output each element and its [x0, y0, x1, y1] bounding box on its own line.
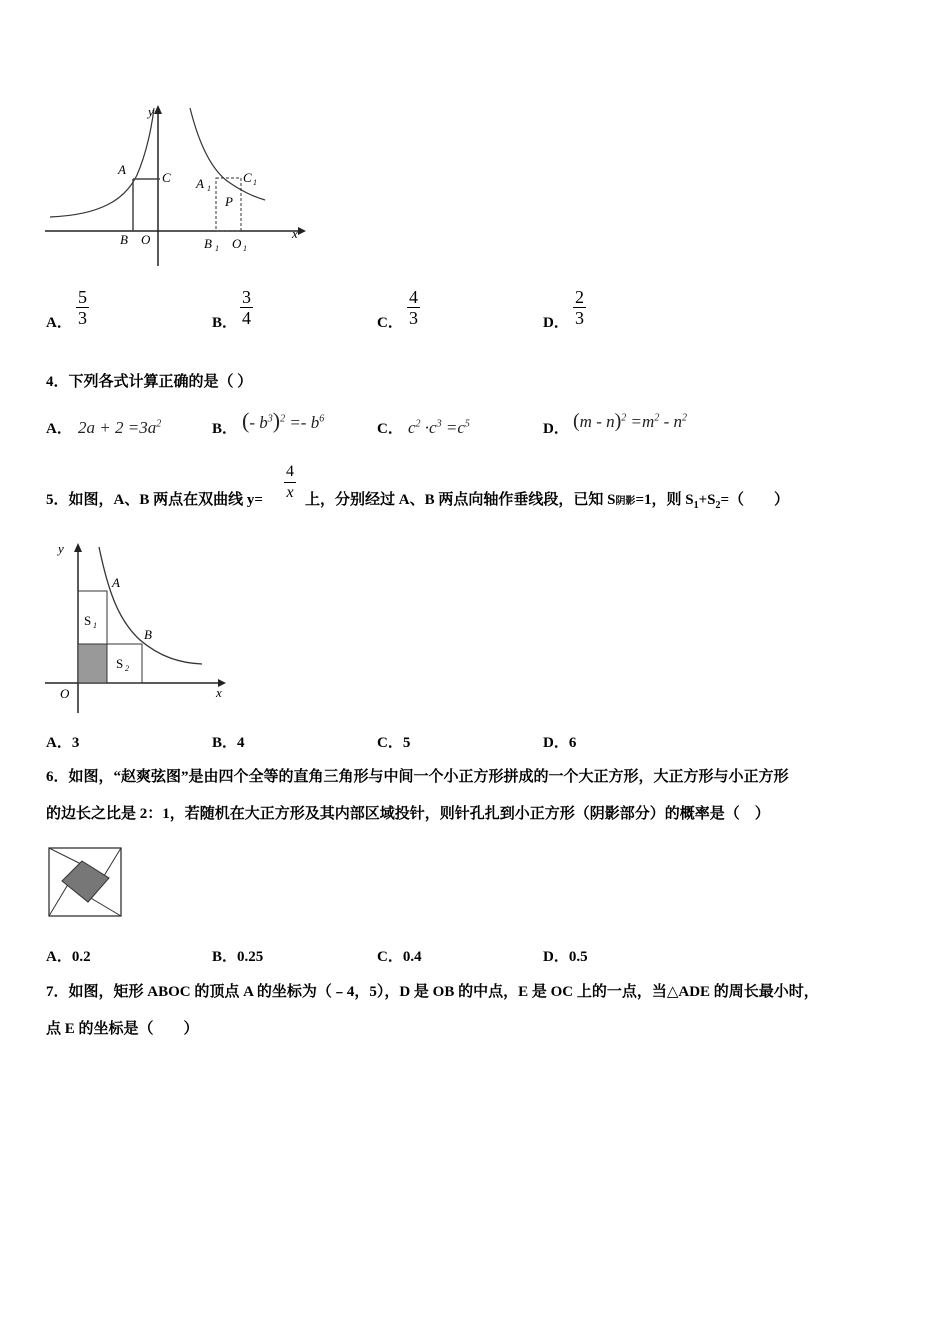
q5-label-y: y: [58, 541, 64, 556]
q3-label-O1-sub: 1: [243, 244, 247, 253]
q5-option-a: A．3: [46, 735, 80, 751]
q7-stem-line2: 点 E 的坐标是（ ）: [46, 1021, 199, 1037]
q6-stem-line2: 的边长之比是 2：1，若随机在大正方形及其内部区域投针，则针孔扎到小正方形（阴影部分）的概率是（ ）: [46, 806, 770, 822]
q3-label-A1-sub: 1: [207, 184, 211, 193]
q4-option-c-letter: C．: [377, 421, 403, 437]
q3-option-a-frac: $\frac{5}{3}$: [78, 287, 87, 328]
q3-label-B: B: [120, 232, 128, 247]
q3-option-d-letter: D．: [543, 315, 569, 331]
q3-label-x: x: [292, 226, 298, 241]
q4-option-c-expr: $c^2 \cdot c^3 =c^5$: [408, 418, 470, 437]
q3-label-O: O: [141, 232, 151, 247]
q3-label-C: C: [162, 170, 171, 185]
q4-option-a-letter: A．: [46, 421, 72, 437]
q5-stem-line: 上，分别经过 A、B 两点向轴作垂线段，已知 S阴影=1，则 $S_1+S_2=$（ ）: [305, 492, 790, 511]
q7-stem-line1: 7．如图，矩形 ABOC 的顶点 A 的坐标为（﹣4，5），D 是 OB 的中点，E 是 OC 上的一点，当△ADE 的周长最小时，: [46, 984, 819, 1000]
q6-option-c: C．0.4: [377, 949, 422, 965]
q3-option-c-frac: $\frac{4}{3}$: [409, 287, 418, 328]
q5-label-S1-sub: 1: [93, 621, 97, 630]
q3-option-d-frac: $\frac{2}{3}$: [575, 287, 584, 328]
q4-option-b-expr: (- $b^3)^2 =- b^6$: [242, 408, 325, 433]
q3-label-A1: A: [196, 176, 204, 191]
q3-label-C1: C: [243, 170, 252, 185]
q5-option-d: D．6: [543, 735, 577, 751]
q3-option-c-letter: C．: [377, 315, 403, 331]
q3-label-y: y: [148, 104, 154, 119]
q3-label-P: P: [225, 194, 233, 209]
q3-label-O1: O: [232, 236, 242, 251]
q6-stem-line1: 6．如图，“赵爽弦图”是由四个全等的直角三角形与中间一个小正方形拼成的一个大正方形，大正方形与小正方形: [46, 769, 789, 785]
q3-label-A: A: [118, 162, 126, 177]
q5-option-c: C．5: [377, 735, 411, 751]
q4-option-a-expr: $2a + 2 =3a^2$: [78, 418, 162, 437]
q3-label-B1-sub: 1: [215, 244, 219, 253]
q5-label-x: x: [216, 685, 222, 700]
q3-label-B1: B: [204, 236, 212, 251]
q4-option-b-letter: B．: [212, 421, 238, 437]
q5-label-S1: S: [84, 613, 92, 628]
q5-stem-frac: $\frac{4}{x}$: [286, 463, 294, 501]
q5-label-O: O: [60, 686, 70, 701]
q3-option-b-frac: $\frac{3}{4}$: [242, 287, 251, 328]
q4-option-d-expr: $(m - n)^2 =m^2 - n^2$: [573, 410, 687, 432]
q6-option-b: B．0.25: [212, 949, 264, 965]
q5-label-S2-sub: 2: [125, 664, 129, 673]
q4-option-d-letter: D．: [543, 421, 569, 437]
q5-option-b: B．4: [212, 735, 245, 751]
q3-option-b-letter: B．: [212, 315, 238, 331]
q6-option-a: A．0.2: [46, 949, 91, 965]
q3-label-C1-sub: 1: [253, 178, 257, 187]
q6-option-d: D．0.5: [543, 949, 588, 965]
q5-label-B: B: [144, 627, 152, 642]
q4-stem: 4．下列各式计算正确的是（ ）: [46, 374, 253, 390]
q5-label-A: A: [112, 575, 120, 590]
q3-option-a-letter: A．: [46, 315, 72, 331]
q5-stem-prefix: 5．如图，A、B 两点在双曲线 y=: [46, 492, 263, 508]
q6-figure: [46, 845, 124, 919]
q5-label-S2: S: [116, 656, 124, 671]
q5-figure: [40, 535, 235, 715]
q3-figure: [40, 100, 310, 270]
